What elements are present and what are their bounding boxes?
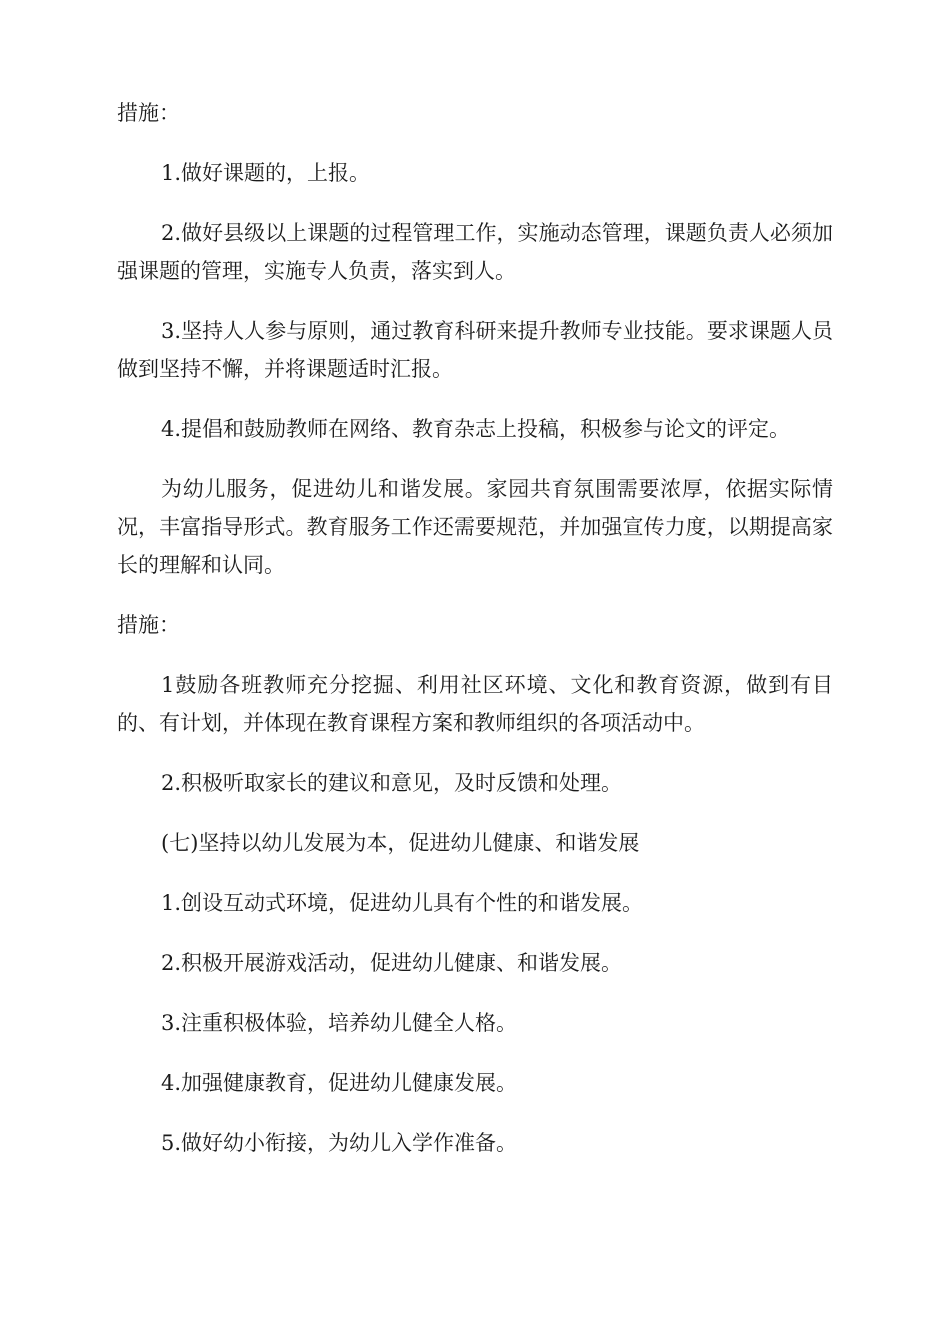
paragraph-development-2: 2.积极开展游戏活动，促进幼儿健康、和谐发展。 [161, 951, 623, 975]
section-heading-seven: (七)坚持以幼儿发展为本，促进幼儿健康、和谐发展 [161, 831, 640, 855]
paragraph-development-1: 1.创设互动式环境，促进幼儿具有个性的和谐发展。 [161, 891, 644, 915]
document-body [117, 94, 833, 1184]
paragraph-service-intro: 为幼儿服务，促进幼儿和谐发展。家园共育氛围需要浓厚，依据实际情况，丰富指导形式。教育服务工作还需要规范，并加强宣传力度，以期提高家长的理解和认同。 [117, 477, 833, 577]
paragraph-measure-2: 2.积极听取家长的建议和意见，及时反馈和处理。 [161, 771, 623, 795]
paragraph-measures-heading-1: 措施： [117, 101, 180, 125]
paragraph-item-3: 3.坚持人人参与原则，通过教育科研来提升教师专业技能。要求课题人员做到坚持不懈，并将课题适时汇报。 [117, 319, 833, 381]
paragraph-item-4: 4.提倡和鼓励教师在网络、教育杂志上投稿，积极参与论文的评定。 [161, 417, 791, 441]
paragraph-development-3: 3.注重积极体验，培养幼儿健全人格。 [161, 1011, 518, 1035]
paragraph-item-1: 1.做好课题的，上报。 [161, 161, 371, 185]
paragraph-development-4: 4.加强健康教育，促进幼儿健康发展。 [161, 1071, 518, 1095]
paragraph-measure-1: 1鼓励各班教师充分挖掘、利用社区环境、文化和教育资源，做到有目的、有计划，并体现在教育课程方案和教师组织的各项活动中。 [117, 673, 833, 735]
paragraph-item-2: 2.做好县级以上课题的过程管理工作，实施动态管理，课题负责人必须加强课题的管理，实施专人负责，落实到人。 [117, 221, 833, 283]
paragraph-development-5: 5.做好幼小衔接，为幼儿入学作准备。 [161, 1131, 518, 1155]
paragraph-measures-heading-2: 措施： [117, 613, 180, 637]
